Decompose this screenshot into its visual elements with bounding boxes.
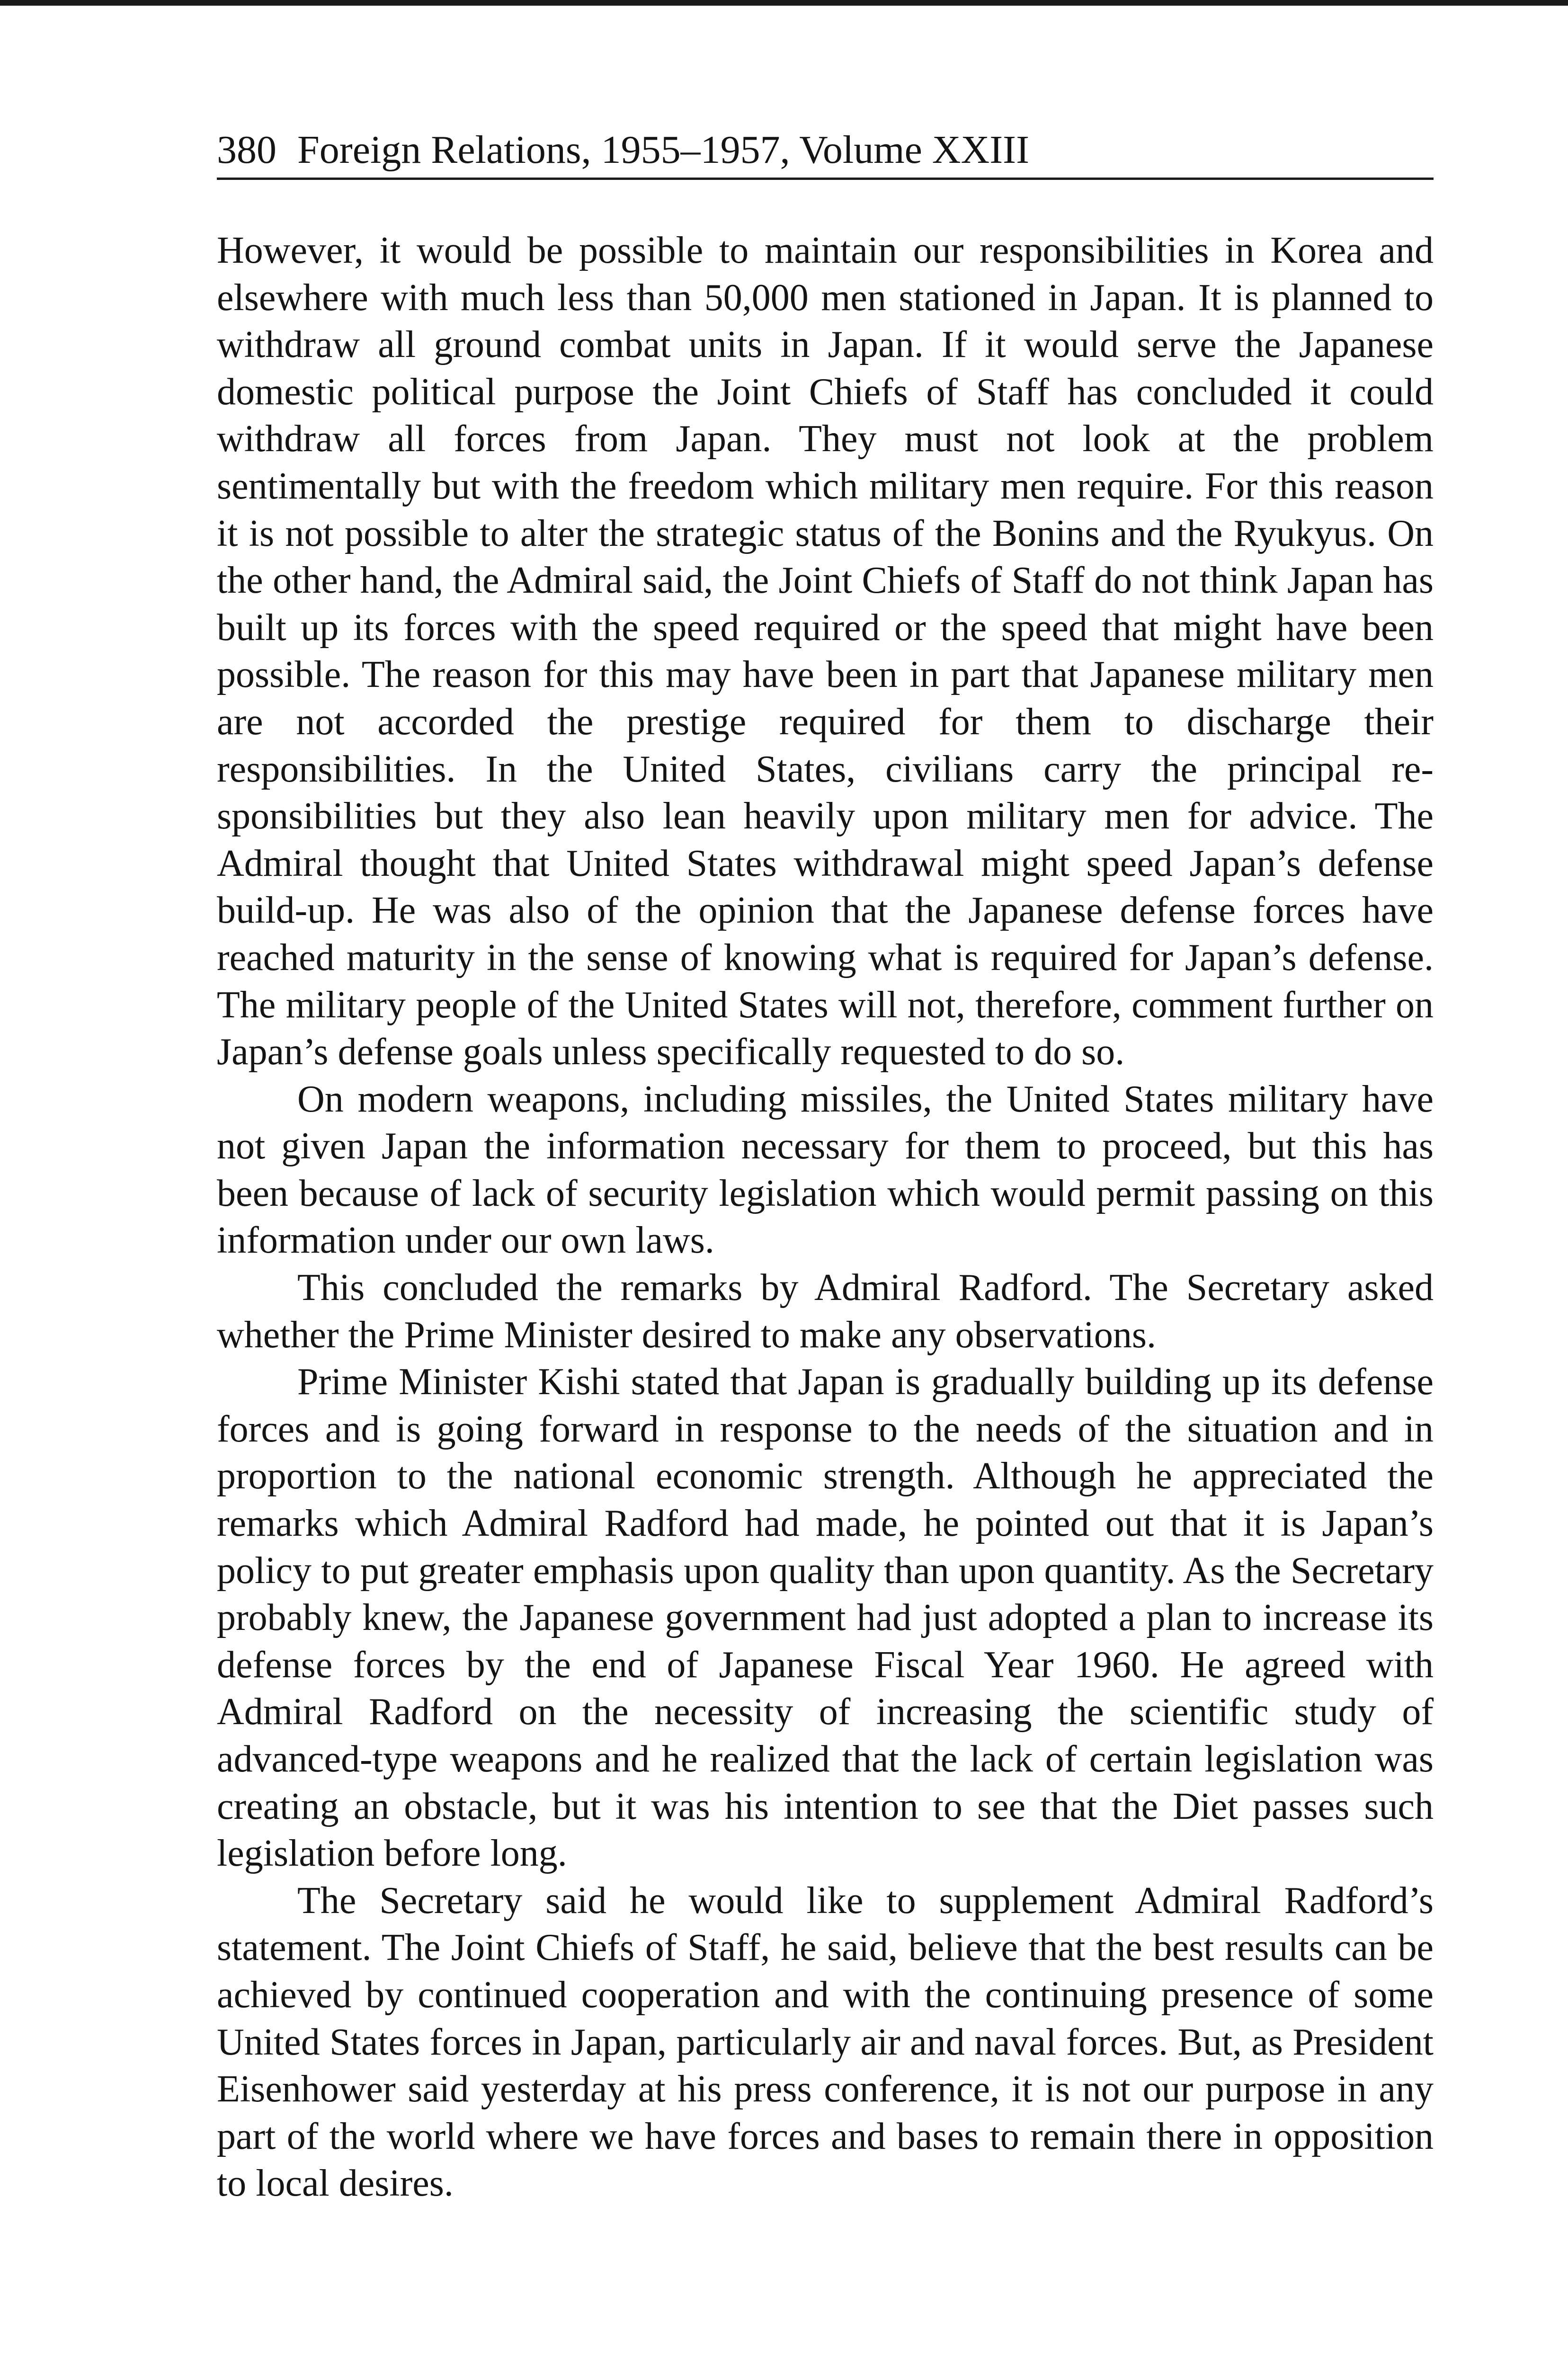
running-head (217, 124, 1434, 180)
running-head-title: Foreign Relations, 1955–1957, Volume XXIII (297, 128, 1030, 172)
body-text (217, 227, 1434, 2207)
paragraph-secretary-supplement: The Secretary said he would like to supplement Admiral Radford’s statement. The Joint Chiefs of Staff, he said, believe that the best results can be achieved by continued cooperation and with the continuing presence of some United States forces in Japan, particularly air and naval forces. But, as President Eisenhower said yesterday at his press conference, it is not our purpose in any part of the world where we have forces and bases to remain there in opposition to local desires. (217, 1879, 1434, 2205)
paragraph-radford-concluded: This concluded the remarks by Admiral Radford. The Secretary asked whether the Prime Minister desired to make any observations. (217, 1267, 1434, 1356)
paragraph-modern-weapons: On modern weapons, including missiles, the United States military have not given Japan the information necessary for them to proceed, but this has been because of lack of security legislation which would permit passing on this information under our own laws. (217, 1078, 1434, 1262)
paragraph-continued: However, it would be possible to maintain our responsibilities in Korea and elsewhere with much less than 50,000 men stationed in Japan. It is planned to withdraw all ground combat units in Japan. If it would serve the Japanese domestic political purpose the Joint Chiefs of Staff has concluded it could withdraw all forces from Japan. They must not look at the problem sentimentally but with the freedom which military men require. For this reason it is not possible to alter the strategic status of the Bonins and the Ryukyus. On the other hand, the Admiral said, the Joint Chiefs of Staff do not think Japan has built up its forces with the speed required or the speed that might have been possible. The reason for this may have been in part that Japanese military men are not accorded the prestige required for them to discharge their responsibilities. In the United States, civilians carry the principal responsibilities but they also lean heavily upon military men for advice. The Admiral thought that United States withdrawal might speed Japan’s defense build-up. He was also of the opinion that the Japanese defense forces have reached maturity in the sense of knowing what is required for Japan’s defense. The military people of the United States will not, therefore, comment further on Japan’s defense goals unless specifically requested to do so. (217, 230, 1434, 1073)
page-number: 380 (217, 128, 276, 172)
paragraph-kishi-response: Prime Minister Kishi stated that Japan is gradually building up its defense forces and is going forward in response to the needs of the situation and in proportion to the national economic strength. Although he appreciated the remarks which Admiral Radford had made, he pointed out that it is Japan’s policy to put greater emphasis upon quality than upon quantity. As the Secretary probably knew, the Japanese government had just adopted a plan to increase its defense forces by the end of Japanese Fiscal Year 1960. He agreed with Admiral Radford on the necessity of increasing the scientific study of advanced-type weapons and he realized that the lack of certain legislation was creating an obstacle, but it was his intention to see that the Diet passes such legislation before long. (217, 1361, 1434, 1875)
page-top-edge (0, 0, 1568, 6)
